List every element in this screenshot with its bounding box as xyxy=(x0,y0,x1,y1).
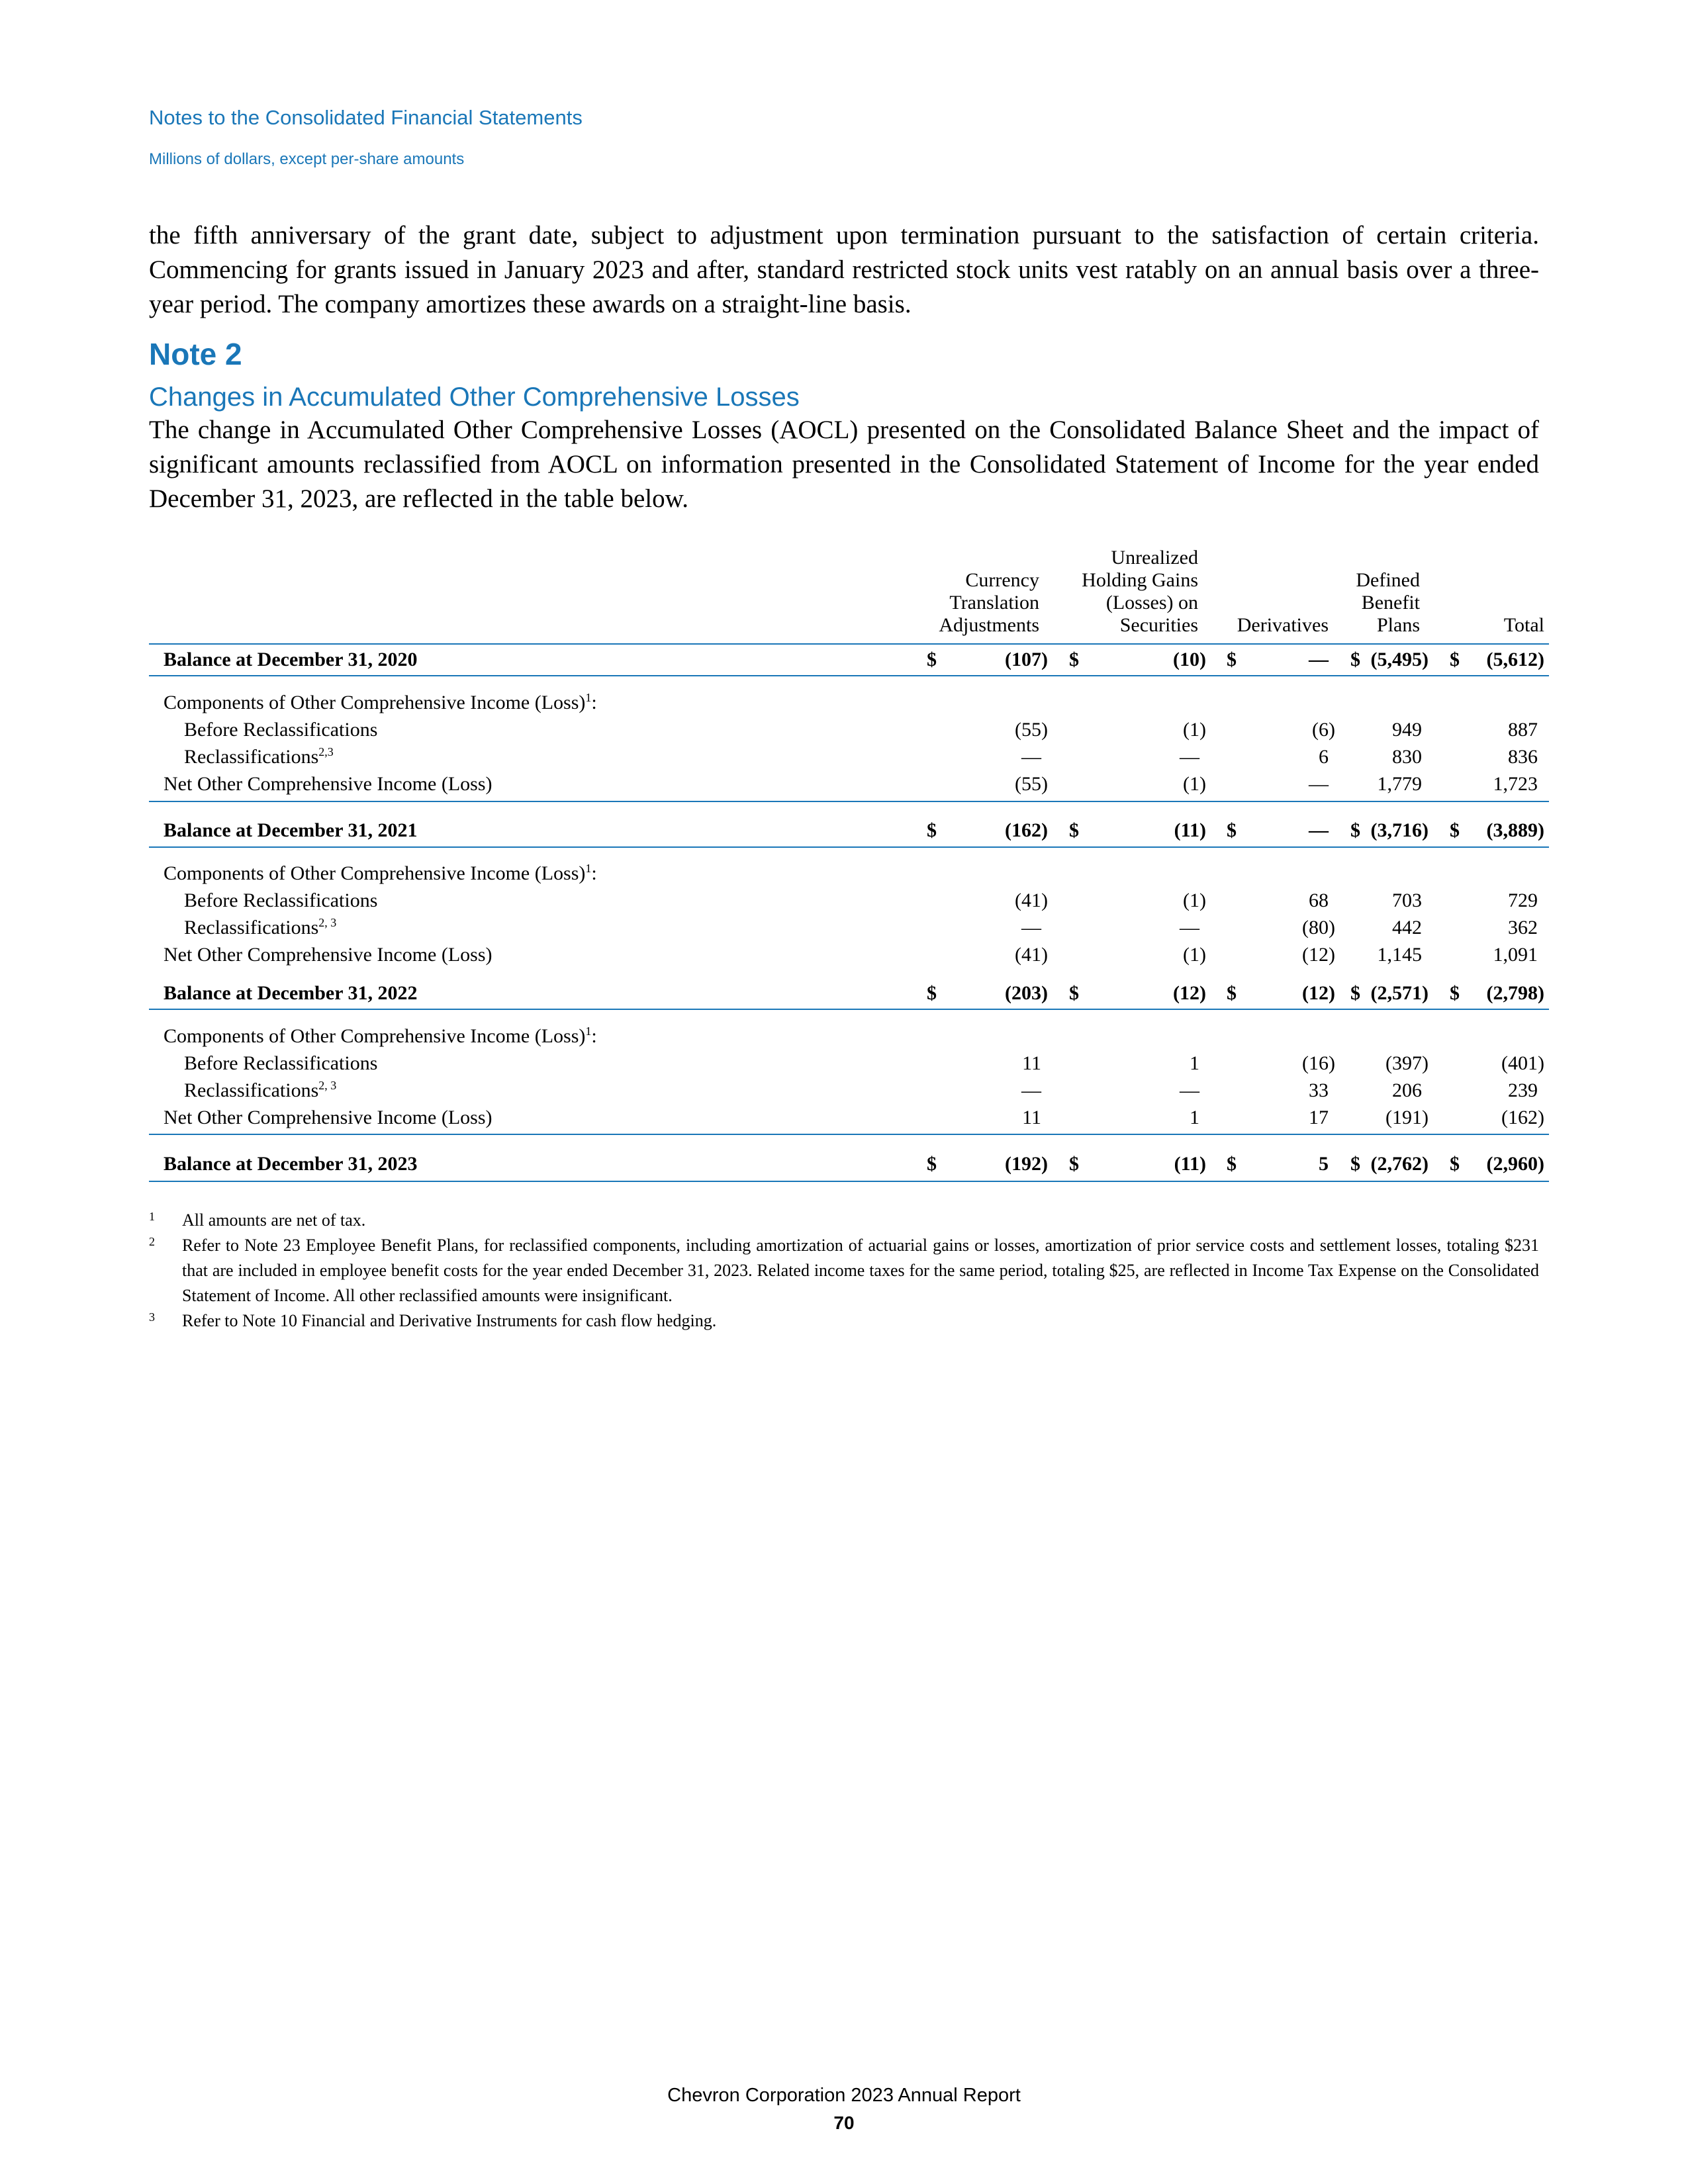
column-header-line: Translation xyxy=(949,592,1039,614)
row-label xyxy=(184,746,334,768)
cell-value: — xyxy=(1021,1079,1041,1101)
table-row xyxy=(149,917,1549,943)
column-header-line: Total xyxy=(1503,614,1544,636)
row-label xyxy=(164,649,418,671)
currency-sign: $ xyxy=(1450,1153,1460,1175)
label-suffix: : xyxy=(591,862,597,884)
column-header-line: Currency xyxy=(965,569,1039,591)
cell-value: (41) xyxy=(1015,889,1048,911)
cell-value: (1) xyxy=(1183,773,1206,795)
balance-row xyxy=(149,649,1549,675)
intro-paragraph: the fifth anniversary of the grant date, subject to adjustment upon termination pursuant to the satisfaction of certain criteria. Commencing for grants issued in January 2023 and after, standard restricted stock units vest ratably on an annual basis over a three-year period. The company amortizes these awards on a straight-line basis. xyxy=(149,221,1539,318)
row-label xyxy=(164,944,492,966)
row-label-text: Before Reclassifications xyxy=(184,719,378,741)
row-label xyxy=(164,773,492,796)
currency-sign: $ xyxy=(1350,649,1360,670)
cell-value: 729 xyxy=(1508,889,1538,911)
row-label xyxy=(164,1107,492,1129)
cell-value: 206 xyxy=(1392,1079,1422,1101)
currency-sign: $ xyxy=(927,819,937,841)
currency-sign: $ xyxy=(1069,649,1079,670)
cell-value: — xyxy=(1309,819,1329,841)
row-label-text: Components of Other Comprehensive Income (Loss) xyxy=(164,862,586,884)
column-header-line: (Losses) on xyxy=(1105,592,1198,614)
cell-value: (55) xyxy=(1015,719,1048,741)
column-header xyxy=(1356,569,1420,637)
cell-value: 11 xyxy=(1022,1052,1041,1074)
cell-value: (5,495) xyxy=(1370,649,1429,670)
cell-value: (80) xyxy=(1302,917,1335,938)
row-label-text: Components of Other Comprehensive Income (Loss) xyxy=(164,1025,586,1047)
footnote xyxy=(149,1208,1539,1233)
currency-sign: $ xyxy=(1350,982,1360,1004)
currency-sign: $ xyxy=(927,982,937,1004)
table-row xyxy=(149,944,1549,970)
row-label xyxy=(164,862,597,885)
cell-value: 6 xyxy=(1319,746,1329,768)
cell-value: 239 xyxy=(1508,1079,1538,1101)
currency-sign: $ xyxy=(1227,649,1237,670)
row-label-text: Net Other Comprehensive Income (Loss) xyxy=(164,944,492,966)
column-header-line: Unrealized xyxy=(1111,547,1198,569)
row-label xyxy=(184,917,336,939)
balance-row xyxy=(149,1153,1549,1179)
label-suffix: : xyxy=(591,692,597,713)
currency-sign: $ xyxy=(1069,982,1079,1004)
row-label xyxy=(164,1025,597,1048)
row-label-text: Balance at December 31, 2021 xyxy=(164,819,418,841)
column-header xyxy=(1504,614,1544,637)
footnote-mark: 2 xyxy=(149,1235,155,1248)
cell-value: 1 xyxy=(1190,1107,1199,1128)
column-header-line: Holding Gains xyxy=(1082,569,1198,591)
row-label xyxy=(184,1052,377,1075)
row-label-text: Net Other Comprehensive Income (Loss) xyxy=(164,1107,492,1128)
cell-value: (3,716) xyxy=(1370,819,1429,841)
currency-sign: $ xyxy=(1450,982,1460,1004)
cell-value: 1,723 xyxy=(1493,773,1538,795)
header-rule xyxy=(149,643,1549,645)
column-header xyxy=(1237,614,1329,637)
row-rule xyxy=(149,675,1549,676)
row-label-text: Net Other Comprehensive Income (Loss) xyxy=(164,773,492,795)
cell-value: 1 xyxy=(1190,1052,1199,1074)
table-row xyxy=(149,1079,1549,1106)
cell-value: 442 xyxy=(1392,917,1422,938)
currency-sign: $ xyxy=(1227,1153,1237,1175)
currency-sign: $ xyxy=(927,649,937,670)
column-header-line: Adjustments xyxy=(939,614,1039,636)
cell-value: (107) xyxy=(1005,649,1048,670)
cell-value: (1) xyxy=(1183,889,1206,911)
cell-value: — xyxy=(1309,773,1329,795)
cell-value: (2,571) xyxy=(1370,982,1429,1004)
column-header-line: Plans xyxy=(1376,614,1420,636)
footnote xyxy=(149,1233,1539,1308)
note-heading: Changes in Accumulated Other Comprehensive Losses xyxy=(149,383,800,412)
footnote-reference: 1 xyxy=(585,862,592,875)
currency-sign: $ xyxy=(1450,649,1460,670)
footnote xyxy=(149,1308,1539,1334)
cell-value: — xyxy=(1180,1079,1199,1101)
cell-value: 1,091 xyxy=(1493,944,1538,966)
row-label-text: Reclassifications xyxy=(184,1079,319,1101)
footnotes xyxy=(149,1208,1539,1334)
currency-sign: $ xyxy=(1350,1153,1360,1175)
cell-value: (12) xyxy=(1302,982,1335,1004)
table-row xyxy=(149,746,1549,772)
cell-value: (397) xyxy=(1385,1052,1429,1074)
cell-value: (2,798) xyxy=(1486,982,1544,1004)
row-label xyxy=(184,889,377,912)
row-label-text: Balance at December 31, 2022 xyxy=(164,982,418,1004)
note-title: Note 2 xyxy=(149,337,242,371)
cell-value: 362 xyxy=(1508,917,1538,938)
currency-sign: $ xyxy=(1227,982,1237,1004)
cell-value: (162) xyxy=(1501,1107,1544,1128)
footer-report-name: Chevron Corporation 2023 Annual Report xyxy=(667,2085,1021,2106)
column-header-line: Defined xyxy=(1356,569,1420,591)
section-header-subtitle: Millions of dollars, except per-share amounts xyxy=(149,150,465,168)
table-row xyxy=(149,773,1549,799)
cell-value: — xyxy=(1309,649,1329,670)
cell-value: (192) xyxy=(1005,1153,1048,1175)
cell-value: (203) xyxy=(1005,982,1048,1004)
table-row xyxy=(149,889,1549,916)
cell-value: — xyxy=(1021,746,1041,768)
currency-sign: $ xyxy=(1450,819,1460,841)
row-rule xyxy=(149,1181,1549,1182)
row-label-text: Balance at December 31, 2023 xyxy=(164,1153,418,1175)
footnote-reference: 2, 3 xyxy=(318,916,337,929)
column-header-line: Benefit xyxy=(1361,592,1420,614)
row-label xyxy=(164,692,597,714)
row-rule xyxy=(149,846,1549,848)
cell-value: (1) xyxy=(1183,944,1206,966)
column-header-line: Derivatives xyxy=(1237,614,1329,636)
section-label-row xyxy=(149,862,1549,889)
row-rule xyxy=(149,801,1549,802)
footnote-text: Refer to Note 23 Employee Benefit Plans, for reclassified components, including amortization of actuarial gains or losses, amortization of prior service costs and settlement losses, totaling $231 that are included in employee benefit costs for the year ended December 31, 2023. Related income taxes for the same period, totaling $25, are reflected in Income Tax Expense on the Consolidated Statement of Income. All other reclassified amounts were insignificant. xyxy=(182,1236,1539,1305)
note-paragraph: The change in Accumulated Other Comprehensive Losses (AOCL) presented on the Consolidated Balance Sheet and the impact of significant amounts reclassified from AOCL on information presented in the Consolidated Statement of Income for the year ended December 31, 2023, are reflected in the table below. xyxy=(149,416,1539,513)
row-rule xyxy=(149,1134,1549,1135)
column-header-line: Securities xyxy=(1119,614,1198,636)
page-number: 70 xyxy=(833,2113,855,2133)
cell-value: 703 xyxy=(1392,889,1422,911)
cell-value: (2,762) xyxy=(1370,1153,1429,1175)
cell-value: (3,889) xyxy=(1486,819,1544,841)
cell-value: 5 xyxy=(1319,1153,1329,1175)
footnote-reference: 2, 3 xyxy=(318,1079,337,1092)
cell-value: 17 xyxy=(1309,1107,1329,1128)
cell-value: (10) xyxy=(1173,649,1206,670)
currency-sign: $ xyxy=(1227,819,1237,841)
footnote-mark: 3 xyxy=(149,1310,155,1324)
row-label-text: Before Reclassifications xyxy=(184,889,378,911)
currency-sign: $ xyxy=(1069,819,1079,841)
row-label-text: Components of Other Comprehensive Income (Loss) xyxy=(164,692,586,713)
cell-value: — xyxy=(1021,917,1041,938)
column-header xyxy=(1082,547,1198,637)
section-header-title: Notes to the Consolidated Financial Statements xyxy=(149,106,583,129)
cell-value: 68 xyxy=(1309,889,1329,911)
cell-value: 887 xyxy=(1508,719,1538,741)
balance-row xyxy=(149,982,1549,1009)
row-label-text: Reclassifications xyxy=(184,746,319,768)
cell-value: (12) xyxy=(1173,982,1206,1004)
cell-value: (162) xyxy=(1005,819,1048,841)
cell-value: 830 xyxy=(1392,746,1422,768)
footnote-reference: 2,3 xyxy=(318,745,334,758)
table-row xyxy=(149,1052,1549,1079)
section-label-row xyxy=(149,1025,1549,1052)
cell-value: — xyxy=(1180,917,1199,938)
footnote-reference: 1 xyxy=(585,691,592,704)
cell-value: 836 xyxy=(1508,746,1538,768)
row-label xyxy=(184,1079,336,1102)
cell-value: 1,779 xyxy=(1377,773,1422,795)
cell-value: (12) xyxy=(1302,944,1335,966)
currency-sign: $ xyxy=(927,1153,937,1175)
footnote-mark: 1 xyxy=(149,1210,155,1223)
cell-value: (11) xyxy=(1174,819,1206,841)
cell-value: — xyxy=(1180,746,1199,768)
row-label-text: Reclassifications xyxy=(184,917,319,938)
cell-value: (6) xyxy=(1312,719,1335,741)
cell-value: (2,960) xyxy=(1486,1153,1544,1175)
label-suffix: : xyxy=(591,1025,597,1047)
cell-value: 1,145 xyxy=(1377,944,1422,966)
section-label-row xyxy=(149,692,1549,718)
footnote-reference: 1 xyxy=(585,1024,592,1038)
balance-row xyxy=(149,819,1549,846)
cell-value: (55) xyxy=(1015,773,1048,795)
footnote-text: Refer to Note 10 Financial and Derivative Instruments for cash flow hedging. xyxy=(182,1311,717,1330)
row-label xyxy=(164,982,418,1005)
footnote-text: All amounts are net of tax. xyxy=(182,1210,366,1230)
row-label-text: Balance at December 31, 2020 xyxy=(164,649,418,670)
currency-sign: $ xyxy=(1350,819,1360,841)
table-row xyxy=(149,1107,1549,1133)
row-label xyxy=(164,1153,418,1175)
cell-value: (191) xyxy=(1385,1107,1429,1128)
row-label-text: Before Reclassifications xyxy=(184,1052,378,1074)
cell-value: (41) xyxy=(1015,944,1048,966)
row-rule xyxy=(149,1009,1549,1010)
cell-value: 33 xyxy=(1309,1079,1329,1101)
cell-value: (11) xyxy=(1174,1153,1206,1175)
cell-value: (401) xyxy=(1501,1052,1544,1074)
row-label xyxy=(164,819,418,842)
cell-value: 11 xyxy=(1022,1107,1041,1128)
cell-value: (1) xyxy=(1183,719,1206,741)
row-label xyxy=(184,719,377,741)
cell-value: 949 xyxy=(1392,719,1422,741)
cell-value: (16) xyxy=(1302,1052,1335,1074)
currency-sign: $ xyxy=(1069,1153,1079,1175)
cell-value: (5,612) xyxy=(1486,649,1544,670)
table-row xyxy=(149,719,1549,745)
column-header xyxy=(939,569,1039,637)
